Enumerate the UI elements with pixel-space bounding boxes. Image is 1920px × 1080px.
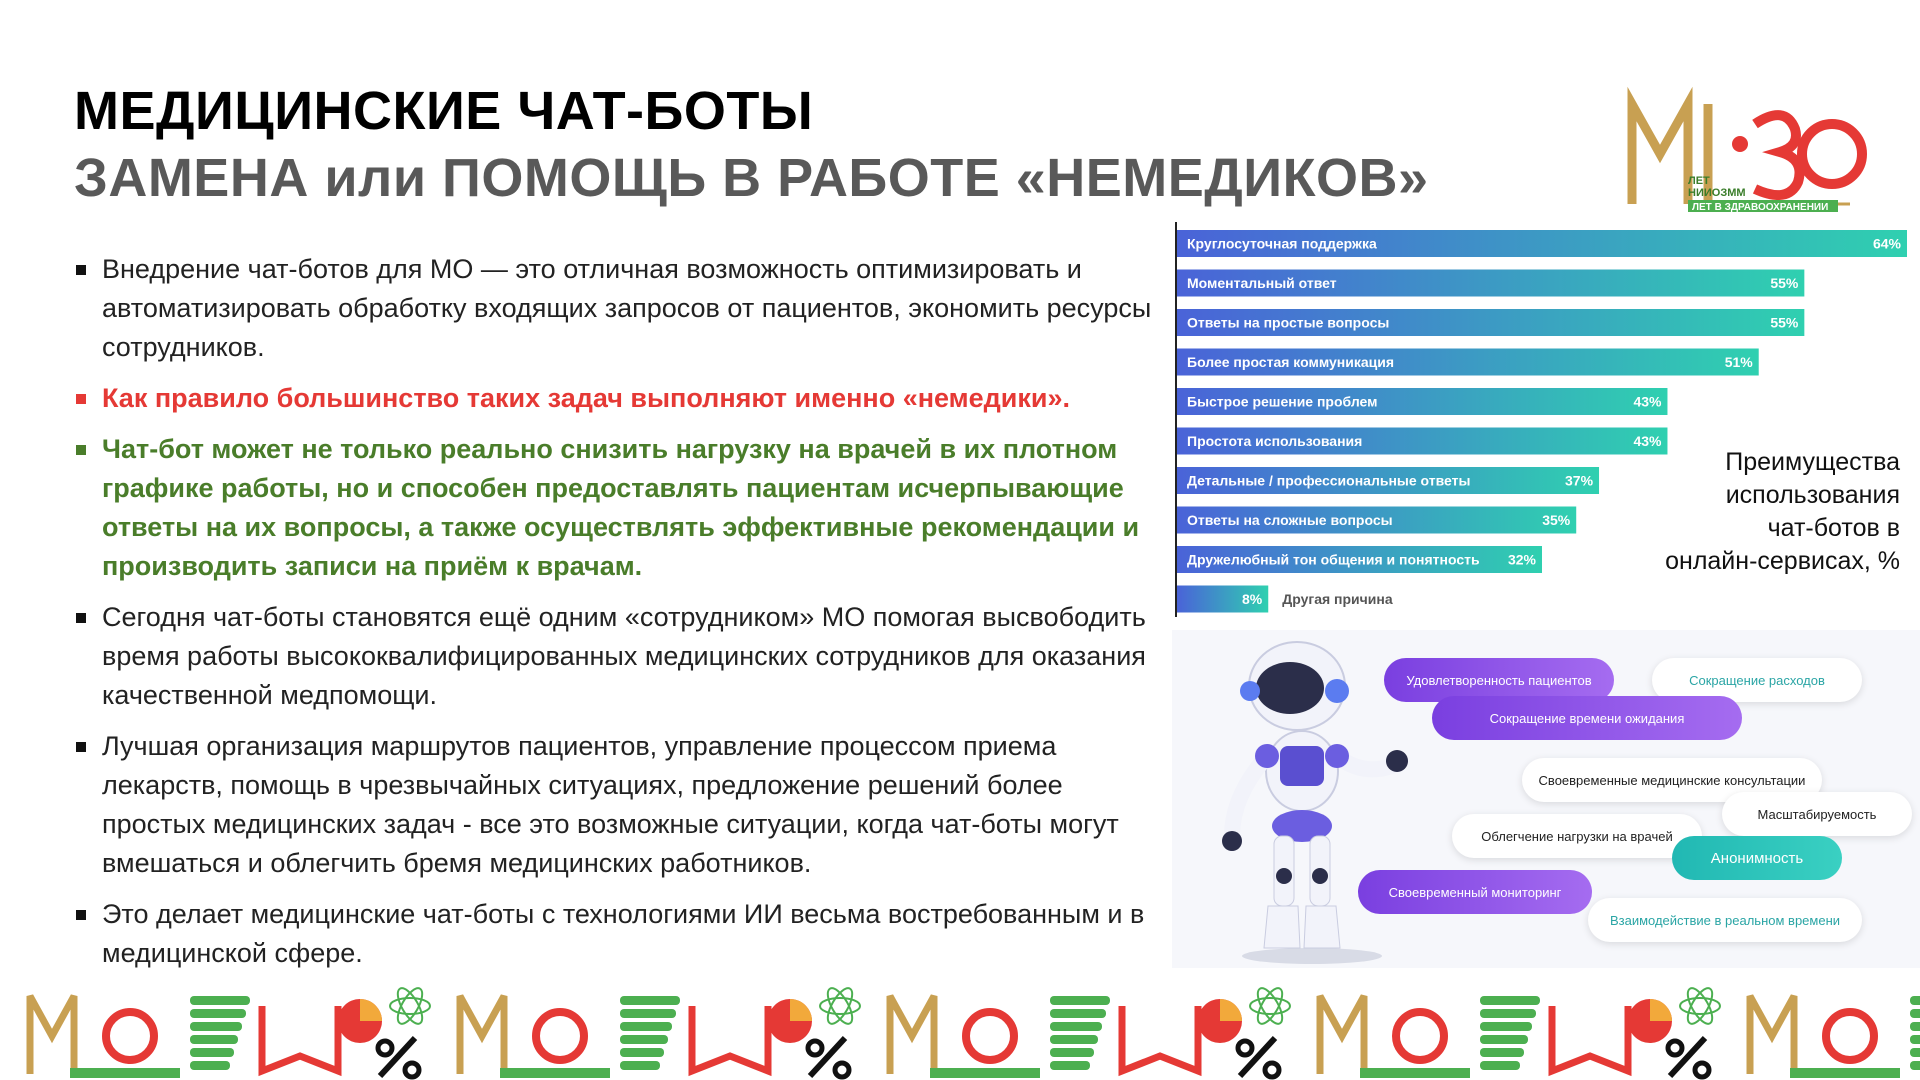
chart-caption-line: чат-ботов в [1767,514,1900,542]
decorative-footer-band [0,976,1920,1080]
band-logo-circle [966,1012,1014,1060]
band-logo-mark [460,996,504,1074]
chart-category-label: Круглосуточная поддержка [1187,235,1377,252]
chart-category-label: Детальные / профессиональные ответы [1187,472,1471,489]
band-stack-bar [1910,1009,1920,1018]
bullet-item-highlight-red: Как правило большинство таких задач выполняют именно «немедики». [72,379,1152,418]
chart-category-label: Другая причина [1282,591,1393,607]
band-book-mark [262,1006,338,1071]
band-stack-bar [620,1022,672,1031]
band-percent-mark [808,1041,822,1055]
band-book-mark [1122,1006,1198,1071]
band-percent-mark [1668,1041,1682,1055]
band-logo-ribbon [500,1068,610,1078]
band-stack-bar [1910,1035,1920,1044]
benefit-pill: Анонимность [1672,836,1842,880]
chart-value-label: 55% [1770,275,1799,291]
chart-category-label: Простота использования [1187,433,1363,449]
band-atom-mark [1250,998,1290,1014]
logo-text-top: ЛЕТ [1688,175,1710,187]
robot-infographic [1172,630,1920,968]
band-stack-bar [1910,1048,1920,1057]
bullet-list [72,250,1152,985]
benefit-pill: Удовлетворенность пациентов [1384,658,1614,702]
band-stack-bar [1910,1061,1920,1070]
chart-category-label: Ответы на простые вопросы [1187,314,1390,331]
chart-value-label: 43% [1633,433,1662,449]
band-stack-bar [1050,1048,1094,1057]
band-stack-bar [1050,1035,1098,1044]
band-stack-bar [620,1035,668,1044]
band-pie-slice [1650,999,1672,1021]
band-logo-ribbon [1360,1068,1470,1078]
benefit-pill: Своевременные медицинские консультации [1522,758,1822,802]
band-percent-mark [1238,1041,1252,1055]
chart-category-label: Быстрое решение проблем [1187,393,1378,410]
chart-value-label: 8% [1242,591,1263,607]
band-pie-slice [360,999,382,1021]
band-book-mark [1552,1006,1628,1071]
band-percent-dot [1265,1063,1279,1077]
band-atom-mark [390,998,430,1014]
band-logo-ribbon [70,1068,180,1078]
band-stack-bar [1480,1048,1524,1057]
band-logo-circle [1396,1012,1444,1060]
band-stack-bar [190,1035,238,1044]
chart-value-label: 32% [1507,551,1536,568]
band-stack-bar [1910,1022,1920,1031]
logo-text-mid: НИИОЗММ [1688,187,1746,199]
chart-value-label: 64% [1872,235,1901,252]
band-stack-bar [620,996,680,1005]
band-percent-dot [405,1063,419,1077]
chart-caption-line: Преимущества [1725,448,1900,476]
benefit-pill: Взаимодействие в реальном времени [1588,898,1862,942]
chart-caption [1640,446,1900,578]
band-stack-bar [620,1048,664,1057]
benefit-pill: Своевременный мониторинг [1358,870,1592,914]
bullet-item-highlight-green: Чат-бот может не только реально снизить нагрузку на врачей в их плотном графике работы, но и способен предоставлять пациентам исчерпывающие ответы на их вопросы, а также осуществлять эффективные рекомендации и производить записи на приём к врачам. [72,430,1152,586]
band-stack-bar [1480,1022,1532,1031]
benefit-pill: Сокращение расходов [1652,658,1862,702]
band-stack-bar [620,1061,660,1070]
chart-value-label: 43% [1633,393,1662,410]
bullet-item: Сегодня чат-боты становятся ещё одним «сотрудником» МО помогая высвободить время работы высококвалифицированных медицинских сотрудников для оказания качественной медпомощи. [72,598,1152,715]
band-stack-bar [1480,1009,1536,1018]
band-logo-mark [890,996,934,1074]
band-logo-mark [1750,996,1794,1074]
logo-text-bottom: ЛЕТ В ЗДРАВООХРАНЕНИИ [1692,202,1829,213]
band-stack-bar [190,1009,246,1018]
chart-category-label: Дружелюбный тон общения и понятность [1187,551,1480,568]
benefit-pill: Сокращение времени ожидания [1432,696,1742,740]
benefit-pill: Масштабируемость [1722,792,1912,836]
chart-value-label: 55% [1770,314,1799,331]
band-stack-bar [1480,996,1540,1005]
band-logo-circle [1826,1012,1874,1060]
band-stack-bar [1480,1035,1528,1044]
band-percent-mark [378,1041,392,1055]
anniversary-logo [1620,84,1870,214]
band-stack-bar [1050,1061,1090,1070]
band-stack-bar [190,1061,230,1070]
chart-caption-line: онлайн-сервисах, % [1665,547,1900,575]
benefit-pill: Облегчение нагрузки на врачей [1452,814,1702,858]
band-stack-bar [1050,996,1110,1005]
chart-category-label: Более простая коммуникация [1187,354,1395,370]
chart-value-label: 37% [1565,472,1594,489]
band-logo-ribbon [930,1068,1040,1078]
band-stack-bar [1910,996,1920,1005]
bullet-item: Это делает медицинские чат-боты с технологиями ИИ весьма востребованным и в медицинской сфере. [72,895,1152,973]
band-stack-bar [190,996,250,1005]
chart-value-label: 35% [1542,512,1571,528]
bullet-item: Внедрение чат-ботов для МО — это отличная возможность оптимизировать и автоматизировать обработку входящих запросов от пациентов, экономить ресурсы сотрудников. [72,250,1152,367]
band-logo-circle [536,1012,584,1060]
band-logo-ribbon [1790,1068,1900,1078]
slide-title-line1: МЕДИЦИНСКИЕ ЧАТ-БОТЫ [74,81,814,141]
band-percent-dot [1695,1063,1709,1077]
chart-value-label: 51% [1724,354,1753,370]
bullet-item: Лучшая организация маршрутов пациентов, управление процессом приема лекарств, помощь в чрезвычайных ситуациях, предложение решений более простых медицинских задач - все это возможные ситуации, когда чат-боты могут вмешаться и облегчить бремя медицинских работников. [72,727,1152,883]
band-book-mark [692,1006,768,1071]
band-logo-mark [1320,996,1364,1074]
band-stack-bar [190,1048,234,1057]
band-stack-bar [1480,1061,1520,1070]
band-stack-bar [1050,1009,1106,1018]
chart-caption-line: использования [1725,481,1900,509]
band-pie-slice [790,999,812,1021]
band-pie-slice [1220,999,1242,1021]
chart-category-label: Моментальный ответ [1187,275,1337,291]
chart-category-label: Ответы на сложные вопросы [1187,512,1393,528]
band-atom-mark [820,998,860,1014]
band-logo-circle [106,1012,154,1060]
band-stack-bar [190,1022,242,1031]
band-stack-bar [620,1009,676,1018]
band-percent-dot [835,1063,849,1077]
band-atom-mark [1680,998,1720,1014]
slide-title-line2: ЗАМЕНА или ПОМОЩЬ В РАБОТЕ «НЕМЕДИКОВ» [74,148,1429,208]
band-logo-mark [30,996,74,1074]
band-stack-bar [1050,1022,1102,1031]
